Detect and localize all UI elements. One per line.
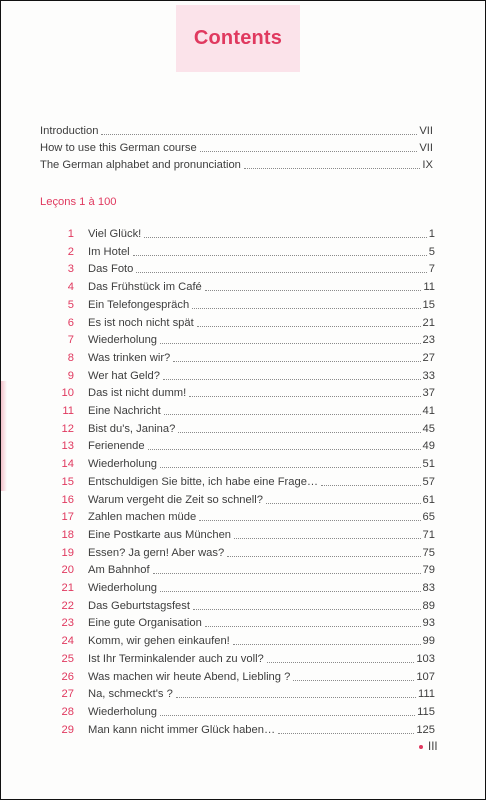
lesson-entry[interactable] <box>47 670 435 684</box>
page-ref: 1 <box>428 228 435 240</box>
lesson-entry[interactable] <box>47 599 435 613</box>
page-ref: 11 <box>423 281 435 294</box>
page-ref: 107 <box>416 670 435 683</box>
lesson-number: 1 <box>67 228 74 240</box>
lesson-entry[interactable] <box>47 439 435 453</box>
page-ref: 79 <box>422 564 435 577</box>
toc-entry[interactable] <box>40 158 433 172</box>
lesson-entry[interactable] <box>47 546 435 560</box>
lesson-number: 25 <box>61 652 74 665</box>
dot-leader <box>199 520 420 521</box>
page-ref: 99 <box>422 635 435 648</box>
lesson-entry[interactable] <box>47 723 435 737</box>
lesson-title: Ist Ihr Terminkalender auch zu voll? <box>88 652 264 665</box>
dot-leader <box>144 237 426 238</box>
dot-leader <box>189 396 420 397</box>
lesson-entry[interactable] <box>47 369 435 383</box>
dot-leader <box>234 538 421 539</box>
page-ref: 93 <box>422 617 435 630</box>
lesson-title: Warum vergeht die Zeit so schnell? <box>88 493 263 506</box>
page-title: Contents <box>193 27 283 49</box>
dot-leader <box>321 485 420 486</box>
dot-leader <box>160 591 421 592</box>
dot-leader <box>293 680 414 681</box>
lesson-number: 27 <box>61 688 74 701</box>
dot-leader <box>160 715 415 716</box>
dot-leader <box>200 151 418 152</box>
page-ref: 61 <box>422 493 435 506</box>
dot-leader <box>173 361 420 362</box>
section-title: Leçons 1 à 100 <box>40 196 117 208</box>
lesson-entry[interactable] <box>47 422 435 436</box>
dot-leader <box>278 733 414 734</box>
lesson-number: 10 <box>61 387 74 400</box>
dot-leader <box>267 662 415 663</box>
dot-leader <box>205 626 421 627</box>
page-ref: 5 <box>428 245 435 258</box>
lesson-number: 18 <box>61 528 74 541</box>
lesson-number: 24 <box>61 635 74 648</box>
page-ref: 125 <box>416 723 435 736</box>
page-ref: VII <box>419 125 433 137</box>
lesson-title: Es ist noch nicht spät <box>88 316 194 329</box>
lesson-title: Zahlen machen müde <box>88 511 197 524</box>
lesson-number: 22 <box>61 599 74 612</box>
lesson-number: 28 <box>61 705 74 718</box>
page-ref: 89 <box>422 599 435 612</box>
lesson-number: 4 <box>67 281 74 294</box>
page-ref: 49 <box>422 440 435 453</box>
lesson-number: 9 <box>67 369 74 382</box>
lesson-title: Eine Nachricht <box>88 405 161 417</box>
lesson-title: Was trinken wir? <box>88 351 171 364</box>
lesson-number: 5 <box>67 298 74 311</box>
page-ref: 33 <box>422 369 435 382</box>
page-ref: 7 <box>428 263 435 276</box>
page-ref: VII <box>419 142 433 154</box>
dot-leader <box>160 343 421 344</box>
dot-leader <box>193 609 421 610</box>
dot-leader <box>160 467 421 468</box>
dot-leader <box>148 449 421 450</box>
page-ref: 57 <box>422 475 435 488</box>
lesson-number: 7 <box>67 334 74 347</box>
lesson-title: Na, schmeckt's ? <box>88 688 173 701</box>
lesson-title: Das Frühstück im Café <box>88 281 202 294</box>
lesson-entry[interactable] <box>47 386 435 400</box>
lesson-entry[interactable] <box>47 581 435 595</box>
lesson-number: 20 <box>61 564 74 577</box>
lesson-number: 26 <box>61 670 74 683</box>
toc-entry[interactable] <box>40 124 433 138</box>
lesson-entry[interactable] <box>47 333 435 347</box>
lesson-entry[interactable] <box>47 298 435 312</box>
page-ref: IX <box>422 159 433 171</box>
lesson-entry[interactable] <box>47 280 435 294</box>
lesson-title: Wer hat Geld? <box>88 369 160 382</box>
lesson-title: Am Bahnhof <box>88 564 150 577</box>
page-ref: 103 <box>416 652 435 665</box>
lesson-number: 2 <box>67 245 74 258</box>
lesson-entry[interactable] <box>47 510 435 524</box>
lesson-number: 16 <box>61 493 74 506</box>
dot-leader <box>227 556 420 557</box>
page-ref: 75 <box>422 546 435 559</box>
page-ref: 27 <box>422 351 435 364</box>
lesson-entry[interactable] <box>47 687 435 701</box>
dot-leader <box>164 414 421 415</box>
toc-entry-label: Introduction <box>40 125 99 137</box>
lesson-entry[interactable] <box>47 616 435 630</box>
lesson-title: Ferienende <box>88 440 145 453</box>
lesson-title: Wiederholung <box>88 582 158 594</box>
dot-leader <box>197 326 421 327</box>
lesson-title: Im Hotel <box>88 245 130 258</box>
lesson-entry[interactable] <box>47 457 435 471</box>
lesson-title: Essen? Ja gern! Aber was? <box>88 546 225 559</box>
toc-entry[interactable] <box>40 141 433 155</box>
dot-leader <box>153 573 421 574</box>
lesson-number: 14 <box>61 458 74 471</box>
page-ref: 115 <box>417 705 435 718</box>
lesson-entry[interactable] <box>47 528 435 542</box>
title-banner <box>176 5 300 72</box>
lesson-number: 13 <box>61 440 74 453</box>
lesson-number: 11 <box>62 405 74 417</box>
dot-leader <box>233 644 421 645</box>
lesson-entry[interactable] <box>47 404 435 418</box>
page-ref: 71 <box>422 528 435 541</box>
bullet-icon <box>419 745 423 749</box>
page-ref: 37 <box>422 387 435 400</box>
lesson-entry[interactable] <box>47 705 435 719</box>
dot-leader <box>163 379 421 380</box>
page-ref: 45 <box>422 422 435 435</box>
page-ref: 21 <box>422 316 435 329</box>
lesson-number: 8 <box>67 351 74 364</box>
lesson-number: 6 <box>67 316 74 329</box>
lesson-title: Das ist nicht dumm! <box>88 387 187 400</box>
lesson-number: 12 <box>61 422 74 435</box>
dot-leader <box>136 272 426 273</box>
lesson-entry[interactable] <box>47 316 435 330</box>
lesson-title: Komm, wir gehen einkaufen! <box>88 635 230 648</box>
lesson-entry[interactable] <box>47 245 435 259</box>
page-ref: 111 <box>417 688 435 701</box>
lesson-number: 15 <box>61 475 74 488</box>
lesson-entry[interactable] <box>47 227 435 241</box>
page-ref: 65 <box>422 511 435 524</box>
lesson-number: 3 <box>67 263 74 276</box>
lesson-title: Viel Glück! <box>88 228 142 240</box>
lesson-title: Was machen wir heute Abend, Liebling ? <box>88 670 291 683</box>
dot-leader <box>178 432 420 433</box>
dot-leader <box>205 290 422 291</box>
lesson-title: Das Foto <box>88 263 134 276</box>
dot-leader <box>133 255 427 256</box>
toc-entry-label: The German alphabet and pronunciation <box>40 159 241 171</box>
lesson-title: Ein Telefongespräch <box>88 298 190 311</box>
page-ref: 51 <box>422 458 435 471</box>
lesson-entry[interactable] <box>47 563 435 577</box>
lesson-title: Entschuldigen Sie bitte, ich habe eine Frage… <box>88 475 319 488</box>
dot-leader <box>101 134 417 135</box>
page-ref: 15 <box>422 298 435 311</box>
lesson-entry[interactable] <box>47 475 435 489</box>
lesson-entry[interactable] <box>47 634 435 648</box>
lesson-title: Wiederholung <box>88 334 158 347</box>
dot-leader <box>266 503 421 504</box>
lesson-entry[interactable] <box>47 652 435 666</box>
lesson-number: 21 <box>61 582 74 594</box>
page-edge-tint <box>1 381 7 491</box>
lesson-number: 17 <box>61 511 74 524</box>
lesson-number: 19 <box>61 546 74 559</box>
lesson-number: 23 <box>61 617 74 630</box>
page-ref: 23 <box>422 334 435 347</box>
lesson-title: Wiederholung <box>88 705 158 718</box>
lesson-title: Das Geburtstagsfest <box>88 599 190 612</box>
lesson-title: Eine Postkarte aus München <box>88 528 232 541</box>
lesson-entry[interactable] <box>47 351 435 365</box>
page-ref: 41 <box>422 405 435 417</box>
lesson-entry[interactable] <box>47 262 435 276</box>
page-number-text: III <box>428 741 438 753</box>
lesson-title: Man kann nicht immer Glück haben… <box>88 723 276 736</box>
lesson-entry[interactable] <box>47 493 435 507</box>
dot-leader <box>176 697 416 698</box>
toc-entry-label: How to use this German course <box>40 142 197 154</box>
dot-leader <box>192 308 420 309</box>
dot-leader <box>244 168 421 169</box>
page-number <box>419 741 438 753</box>
page-ref: 83 <box>422 582 435 594</box>
lesson-title: Bist du's, Janina? <box>88 422 176 435</box>
lesson-number: 29 <box>61 723 74 736</box>
lesson-title: Eine gute Organisation <box>88 617 202 630</box>
lesson-title: Wiederholung <box>88 458 158 471</box>
